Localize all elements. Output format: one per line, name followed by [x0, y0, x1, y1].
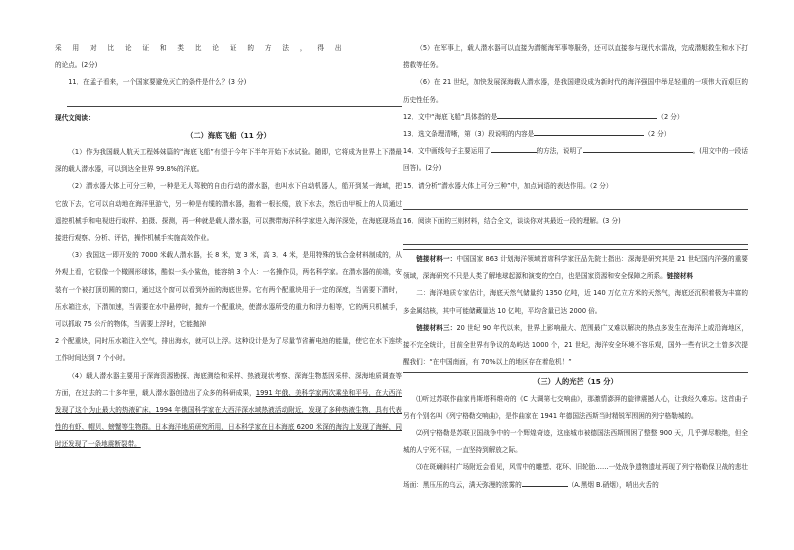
right-column — [403, 40, 748, 494]
passage-3 — [403, 459, 748, 493]
material-1-text: 中国国家 863 计划海洋领域首席科学家汪品先院士指出：深海是研究其是 21 世纪国内洋强的重要领域，深海研究不只是人类了解地球起源和演变的空白，也是国家资源和安全保障之所系。 — [403, 255, 749, 281]
passage-2: ⑵列宁格勒是苏联卫国战争中的一个辉煌奇迹，这座城市被德国法西斯围困了整整 900 天，几乎弹尽粮绝，但全城的人宁死不屈，一直坚持到解放之际。 — [403, 429, 748, 455]
answer-line[interactable] — [403, 199, 748, 210]
paragraph-6: （6）在 21 世纪，加快发展深海载人潜水器，是我国建设成为新时代的海洋强国中举足轻重的一项伟大而艰巨的历史性任务。 — [403, 78, 748, 104]
answer-line[interactable] — [403, 234, 748, 245]
section-label: 现代文阅读： — [55, 113, 95, 122]
question-15: 15．请分析“潜水器大体上可分三种”中，加点词语的表达作用。（2 分） — [403, 181, 613, 190]
score: （2 分） — [644, 130, 671, 139]
question-14 — [403, 143, 748, 177]
material-3-label: 链接材料三： — [416, 323, 457, 332]
paragraph-4-text: （4）载人潜水器主要用于深海资源勘探、海底测绘和采样、热液现状考察、深海生物基因采样、深海地质调查等方面，在过去的二十多年里，载人潜水器创造出了众多的科研成果， — [55, 371, 402, 397]
material-2: 二：海洋地质专家估计，海底天然气储量约 1350 亿吨，近 140 万亿立方米的天然气，海底还沉积着极为丰富的多金属结核，其中可能储藏量达 10 亿吨，平均含量已达 2000 倍。 — [403, 289, 748, 315]
paragraph-5: （5）在军事上，载人潜水器可以直接为潜艇海军事等服务，还可以直接参与现代水雷战，完成潜艇救生和水下打捞救等任务。 — [403, 44, 748, 70]
left-column — [55, 40, 402, 454]
question-13-text: 13．选文条理清晰，第（3）段说明的内容是 — [403, 130, 535, 139]
answer-line[interactable] — [67, 96, 402, 107]
material-1 — [403, 251, 748, 285]
text-line: 的论点。(2分) — [55, 61, 98, 70]
paragraph-1: （1）作为我国载人航天工程姊妹篇的“海底飞船”有望于今年下半年开始下水试验。随即，它将成为世界上下潜最深的载人潜水器，可以到达全世界 99.8%的洋底。 — [55, 148, 402, 174]
paragraph-4 — [55, 368, 402, 454]
question-12 — [403, 109, 748, 126]
link-material-box — [403, 249, 748, 373]
paragraph-3-cont: 2 个配重块，同时压水箱注入空气，排出海水，就可以上浮。这种设计是为了尽量节省蓄电池的能量，使它在水下连续工作时间达到 7 个小时。 — [55, 337, 402, 363]
material-2-label: 链接材料 — [666, 272, 694, 281]
section-title: （三）人的光芒（15 分） — [533, 377, 618, 387]
answer-blank[interactable] — [497, 111, 657, 119]
answer-blank[interactable] — [522, 479, 568, 487]
question-13 — [403, 126, 748, 143]
passage-3-choice: （A.黑烟 B.硝烟），哨出火舌的 — [567, 480, 659, 489]
material-3 — [403, 320, 748, 374]
paragraph-2: （2）潜水器大体上可分三种，一种是无人驾驶的自由行动的潜水器，也叫水下自动机器人，船开到某一海域，把它放下去，它可以自动地在海洋里游弋，另一种是有缆的潜水器，拖着一根长缆，放下水去，然后由甲板上的人员通过遥控机械手和电视进行取样、拍摄、探测，再一种就是载人潜水器，可以携带海洋科学家进入海洋深处，在海底现场直接进行观察、分析、评估，操作机械手实施高效作业。 — [55, 182, 402, 243]
material-1-label: 链接材料一： — [416, 255, 457, 264]
score: （2 分） — [657, 112, 684, 121]
paragraph-3: （3）我国这一即开发的 7000 米载人潜水器，长 8 米，宽 3 米，高 3．4 米，是用特殊的钛合金材料制成的，从外观上看，它很像一个橄圆形球体，酷似一头小鲨鱼，能容纳 3 个人：一名操作员，两名科学家。在潜水器的前端，安装有一个被打顶切圆的窗口，通过这个窗可以看到外面的海底世界。它有两个配重块用于一定的深度，当需要下潜时，压水箱注水，下潜加速，当需要在水中悬停时，抛弃一个配重块，使潜水器所受的重力和浮力相等，它的两只机械手，可以抓取 75 公斤的物体，当需要上浮时，它能抛掉 — [55, 251, 402, 329]
underlined-sentence: 1991 年俄、美科学家两次乘坐和平号，在大西洋发现了这个为止最大的热液矿床， — [55, 388, 402, 415]
question-14-text-3: 。(用文中的一段话回答)。(2分) — [403, 147, 748, 173]
material-3-text: 20 世纪 90 年代以来，世界上影响最大、范围最广又难以解决的热点多发生在海洋上或沿海地区，接不完全统计，目前全世界有争议的岛屿达 1000 个，21 世纪，海洋安全环境不容乐观，国外一些有识之士曾多次提醒我们：“在中国南面，有 70%以上的地区存在着危机！” — [403, 323, 748, 367]
question-14-text-2: 的方法，说明了 — [536, 147, 583, 156]
answer-blank[interactable] — [491, 145, 537, 153]
underlined-sentence: 1994 年俄国科学家在大西洋深水域热液活动附近，发现了多种热液生物，具有代表性的有虾、帽贝、螃蟹等生物群。日本海洋地质研究所用，日本科学家在日本海底 6200 米深的海沟上发现了海鲜，同时还发现了一条地震断裂带。 — [55, 406, 403, 449]
answer-blank[interactable] — [583, 145, 693, 153]
question-12-text: 12．文中“海底飞船”具体指的是 — [403, 112, 498, 121]
text-line: 采 用 对 比 论 证 和 类 比 论 证 的 方 法 ， 得 出 — [55, 44, 346, 52]
question-11: 11．在孟子看来，一个国家要避免灭亡的条件是什么？(3 分) — [68, 78, 247, 87]
passage-3-text: ⑶在斑斓斜村广场附近会看见，风雪中的雕塑、花环、旧轮胎……一处战争遗物遗址再现了列宁格勒保卫战的悲壮场面：黑压压的乌云，满天弥漫的浓雾的 — [403, 463, 748, 489]
question-16: 16．阅读下面的三则材料，结合全文，谈谈你对其最近一段的理解。(3 分) — [403, 216, 621, 225]
section-title: （二）海底飞船（11 分） — [186, 130, 271, 140]
answer-blank[interactable] — [534, 128, 644, 136]
question-14-text: 14．文中画线句子主要运用了 — [403, 147, 491, 156]
passage-1: ⑴听过苏联作曲家肖斯塔科维奇的《C 大调第七交响曲》，那激情澎湃的旋律震撼人心，让我经久难忘。这首曲子另有个别名叫《列宁格勒交响曲》，是作曲家在 1941 年德国法西斯当时精锐军围困的列宁格勒城的。 — [403, 394, 748, 420]
